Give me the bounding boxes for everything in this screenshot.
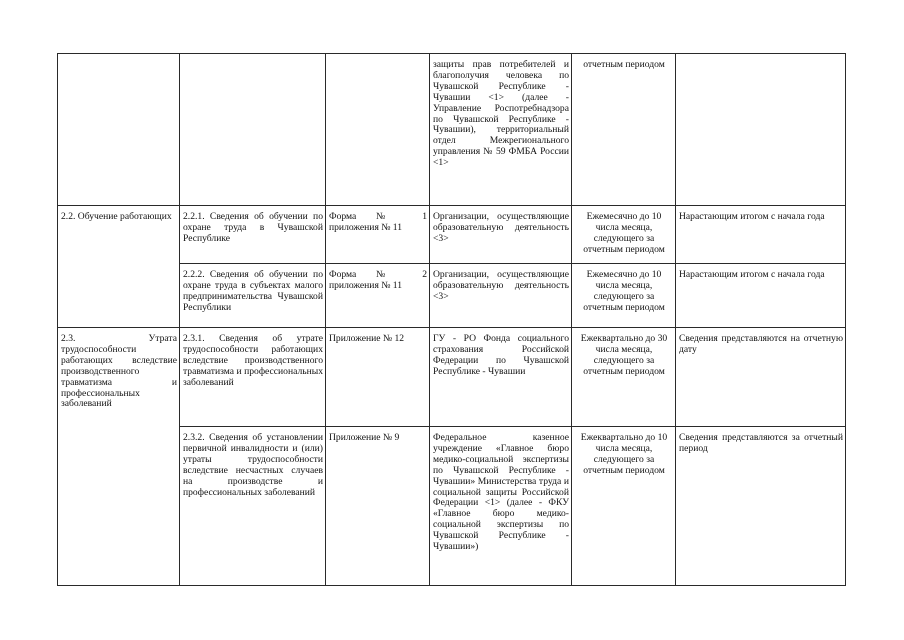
reporting-table: [57, 53, 846, 586]
form-cell: Приложение № 9: [326, 427, 430, 586]
deadline-cell: Ежеквартально до 30 числа месяца, следующего за отчетным периодом: [572, 328, 676, 427]
organization-cell: ГУ - РО Фонда социального страхования Российской Федерации по Чувашской Республике - Чувашии: [430, 328, 572, 427]
note-cell: Сведения представляются за отчетный период: [676, 427, 846, 586]
section-cell: 2.2. Обучение работающих: [58, 206, 180, 328]
deadline-cell: Ежеквартально до 10 числа месяца, следующего за отчетным периодом: [572, 427, 676, 586]
subitem-cell: 2.2.1. Сведения об обучении по охране труда в Чувашской Республике: [180, 206, 326, 264]
form-cell: Приложение № 12: [326, 328, 430, 427]
note-cell: [676, 54, 846, 206]
organization-cell: Федеральное казенное учреждение «Главное бюро медико-социальной экспертизы по Чувашской Республике - Чувашии» Министерства труда и социальной защиты Российской Федерации <1> (далее - ФКУ «Главное бюро медико-социальной экспертизы по Чувашской Республике - Чувашии»): [430, 427, 572, 586]
table-row: [58, 54, 846, 206]
table-row: [58, 328, 846, 427]
form-cell: Форма № 2 приложения № 11: [326, 264, 430, 328]
organization-cell: Организации, осуществляющие образовательную деятельность <3>: [430, 206, 572, 264]
organization-cell: защиты прав потребителей и благополучия человека по Чувашской Республике - Чувашии <1> (далее - Управление Роспотребнадзора по Чувашской Республике - Чувашии), территориальный отдел Межрегионального управления № 59 ФМБА России <1>: [430, 54, 572, 206]
note-cell: Сведения представляются на отчетную дату: [676, 328, 846, 427]
table-row: [58, 206, 846, 264]
subitem-cell: [180, 54, 326, 206]
note-cell: Нарастающим итогом с начала года: [676, 206, 846, 264]
section-cell: [58, 54, 180, 206]
organization-cell: Организации, осуществляющие образовательную деятельность <3>: [430, 264, 572, 328]
deadline-cell: отчетным периодом: [572, 54, 676, 206]
document-page: [57, 53, 846, 586]
form-cell: Форма № 1 приложения № 11: [326, 206, 430, 264]
section-cell: 2.3. Утрата трудоспособности работающих вследствие производственного травматизма и профессиональных заболеваний: [58, 328, 180, 586]
note-cell: Нарастающим итогом с начала года: [676, 264, 846, 328]
form-cell: [326, 54, 430, 206]
deadline-cell: Ежемесячно до 10 числа месяца, следующего за отчетным периодом: [572, 206, 676, 264]
subitem-cell: 2.2.2. Сведения об обучении по охране труда в субъектах малого предпринимательства Чувашской Республики: [180, 264, 326, 328]
deadline-cell: Ежемесячно до 10 числа месяца, следующего за отчетным периодом: [572, 264, 676, 328]
subitem-cell: 2.3.1. Сведения об утрате трудоспособности работающих вследствие производственного травматизма и профессиональных заболеваний: [180, 328, 326, 427]
subitem-cell: 2.3.2. Сведения об установлении первичной инвалидности и (или) утраты трудоспособности вследствие несчастных случаев на производстве и профессиональных заболеваний: [180, 427, 326, 586]
